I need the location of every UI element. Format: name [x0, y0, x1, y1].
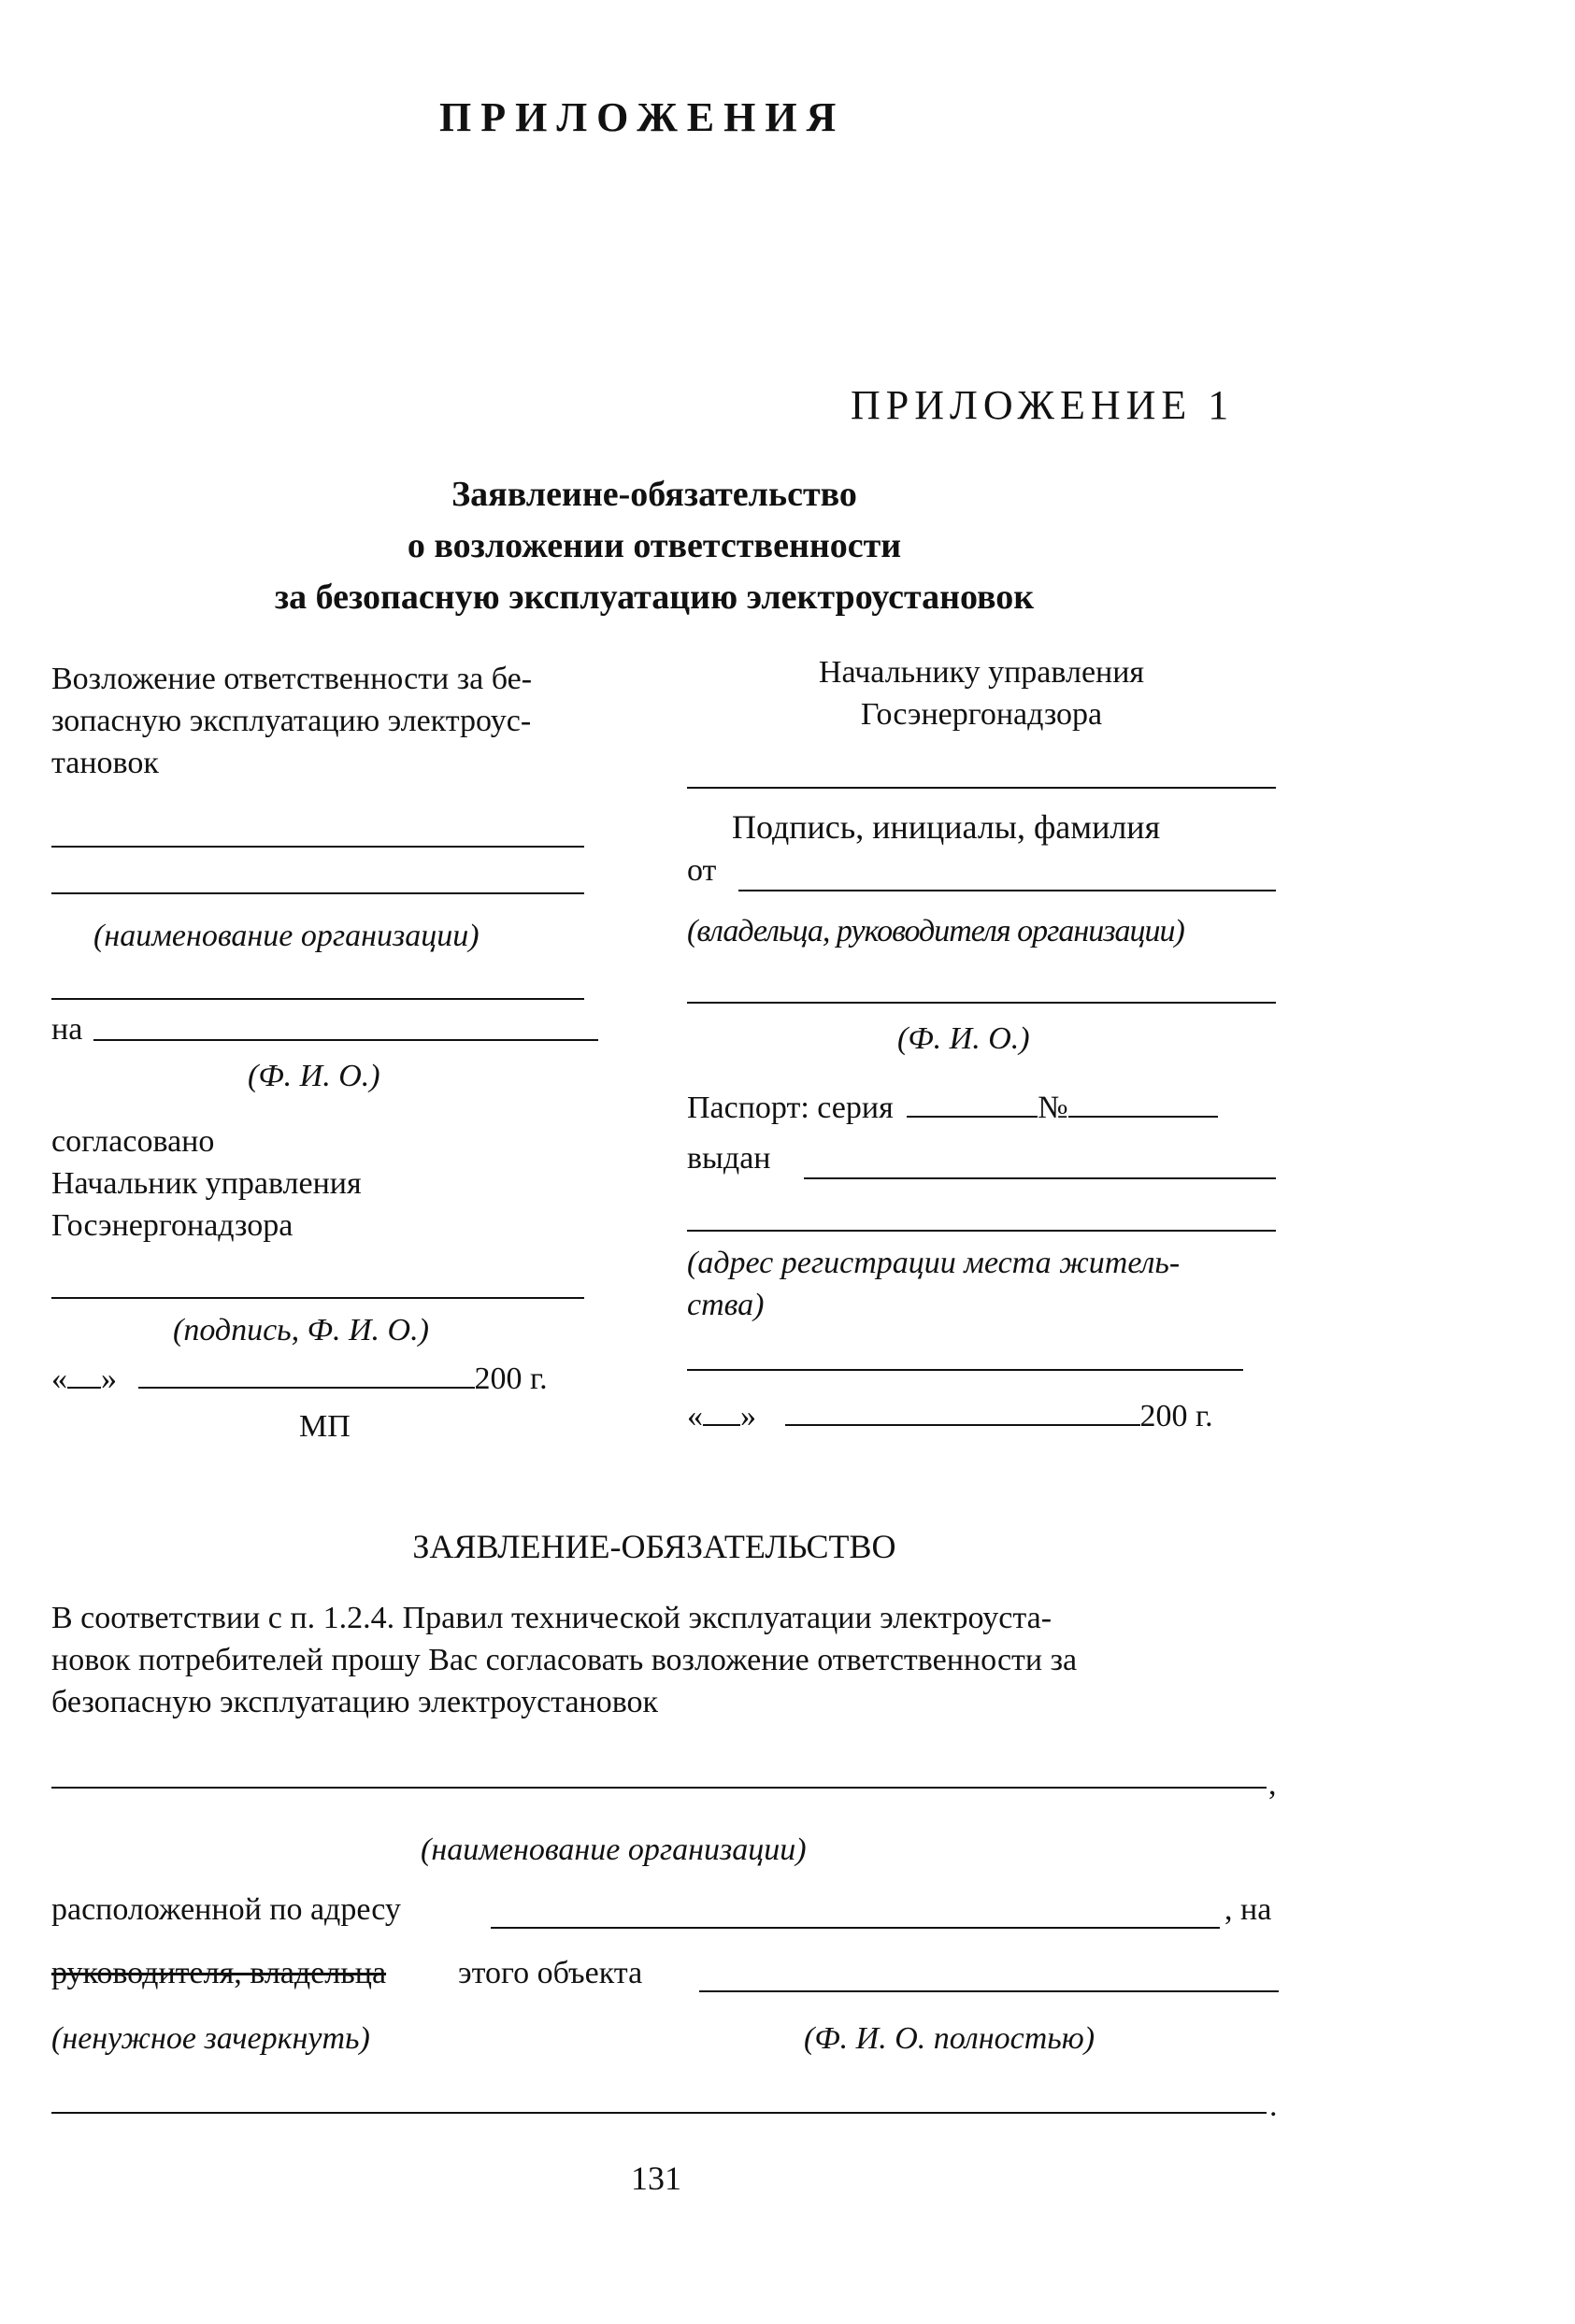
- statement-body-line-2: новок потребителей прошу Вас согласовать возложение ответственности за: [51, 1643, 1078, 1677]
- left-org-line-1[interactable]: [51, 846, 584, 848]
- right-issued-line[interactable]: [804, 1177, 1276, 1179]
- left-sign-caption: (подпись, Ф. И. О.): [173, 1313, 429, 1347]
- appendix-title: ПРИЛОЖЕНИЕ 1: [851, 382, 1235, 428]
- doc-title-line-1: Заявлеине-обязательство: [451, 475, 857, 514]
- left-date-year: 200 г.: [474, 1362, 548, 1396]
- main-title: ПРИЛОЖЕНИЯ: [439, 94, 846, 140]
- left-fio-caption: (Ф. И. О.): [248, 1059, 380, 1093]
- right-issued-label: выдан: [687, 1141, 771, 1176]
- left-na-line[interactable]: [93, 1039, 598, 1041]
- left-intro-line-3: тановок: [51, 746, 159, 780]
- left-org-line-3[interactable]: [51, 998, 584, 1000]
- left-na-label: на: [51, 1012, 83, 1047]
- right-date-month-field[interactable]: [785, 1392, 1140, 1426]
- right-date-open: «: [687, 1399, 703, 1433]
- left-agreed-line-3: Госэнергонадзора: [51, 1208, 294, 1243]
- right-address-line[interactable]: [687, 1369, 1243, 1371]
- statement-org-caption: (наименование организации): [421, 1832, 807, 1867]
- left-agreed-line-1: согласовано: [51, 1124, 215, 1159]
- left-org-line-2[interactable]: [51, 892, 584, 894]
- right-from-label: от: [687, 853, 717, 888]
- right-addressee-line[interactable]: [687, 787, 1276, 789]
- left-date-day-field[interactable]: [67, 1355, 101, 1389]
- left-intro-line-1: Возложение ответственности за бе-: [51, 662, 533, 696]
- right-passport-label: Паспорт: серия: [687, 1091, 894, 1125]
- left-agreed-line-2: Начальник управления: [51, 1166, 362, 1201]
- statement-fio-line[interactable]: [699, 1990, 1279, 1992]
- right-addressee-line-1: Начальнику управления: [818, 655, 1145, 690]
- statement-heading: ЗАЯВЛЕНИЕ-ОБЯЗАТЕЛЬСТВО: [412, 1528, 896, 1565]
- left-date-open: «: [51, 1362, 67, 1396]
- left-stamp: МП: [299, 1409, 351, 1444]
- statement-address-line[interactable]: [491, 1927, 1220, 1929]
- statement-strike-caption: (ненужное зачеркнуть): [51, 2021, 370, 2056]
- right-passport: [687, 1084, 1218, 1129]
- left-sign-line[interactable]: [51, 1297, 584, 1299]
- left-intro-line-2: зопасную эксплуатацию электроус-: [51, 704, 532, 738]
- statement-org-line[interactable]: [51, 1787, 1267, 1789]
- left-date-close: »: [101, 1362, 117, 1396]
- statement-fio-full-line[interactable]: [51, 2112, 1267, 2114]
- statement-period: .: [1269, 2089, 1278, 2123]
- right-address-caption-2: ства): [687, 1288, 765, 1322]
- left-date-month-field[interactable]: [138, 1355, 475, 1389]
- statement-body-line-3: безопасную эксплуатацию электроустановок: [51, 1685, 659, 1719]
- statement-fio-full-caption: (Ф. И. О. полностью): [804, 2021, 1095, 2056]
- right-date-day-field[interactable]: [703, 1392, 740, 1426]
- right-passport-series-field[interactable]: [907, 1084, 1038, 1118]
- right-sign-caption: Подпись, инициалы, фамилия: [732, 808, 1161, 846]
- right-from-line[interactable]: [738, 890, 1276, 891]
- right-date: [687, 1392, 1213, 1437]
- right-fio-caption: (Ф. И. О.): [897, 1021, 1030, 1056]
- statement-na-label: , на: [1224, 1892, 1272, 1927]
- right-owner-caption: (владельца, руководителя организации): [687, 914, 1184, 948]
- statement-body-line-1: В соответствии с п. 1.2.4. Правил технической эксплуатации электроуста-: [51, 1601, 1052, 1635]
- page-number: 131: [631, 2160, 681, 2197]
- statement-comma: ,: [1268, 1767, 1277, 1802]
- statement-roles-label: руководителя, владельца: [51, 1956, 387, 1990]
- statement-address-label: расположенной по адресу: [51, 1892, 401, 1927]
- right-issued-line-2[interactable]: [687, 1230, 1276, 1232]
- doc-title-line-3: за безопасную эксплуатацию электроустановок: [274, 577, 1035, 617]
- right-number-label: №: [1038, 1091, 1068, 1125]
- left-org-caption: (наименование организации): [93, 919, 480, 953]
- right-passport-number-field[interactable]: [1068, 1084, 1218, 1118]
- right-address-caption-1: (адрес регистрации места житель-: [687, 1246, 1181, 1280]
- right-addressee-line-2: Госэнергонадзора: [860, 697, 1103, 732]
- right-date-year: 200 г.: [1139, 1399, 1213, 1433]
- right-date-close: »: [740, 1399, 756, 1433]
- doc-title-line-2: о возложении ответственности: [407, 526, 902, 565]
- right-owner-line[interactable]: [687, 1002, 1276, 1004]
- statement-object-label: этого объекта: [458, 1956, 643, 1990]
- left-date: [51, 1355, 548, 1400]
